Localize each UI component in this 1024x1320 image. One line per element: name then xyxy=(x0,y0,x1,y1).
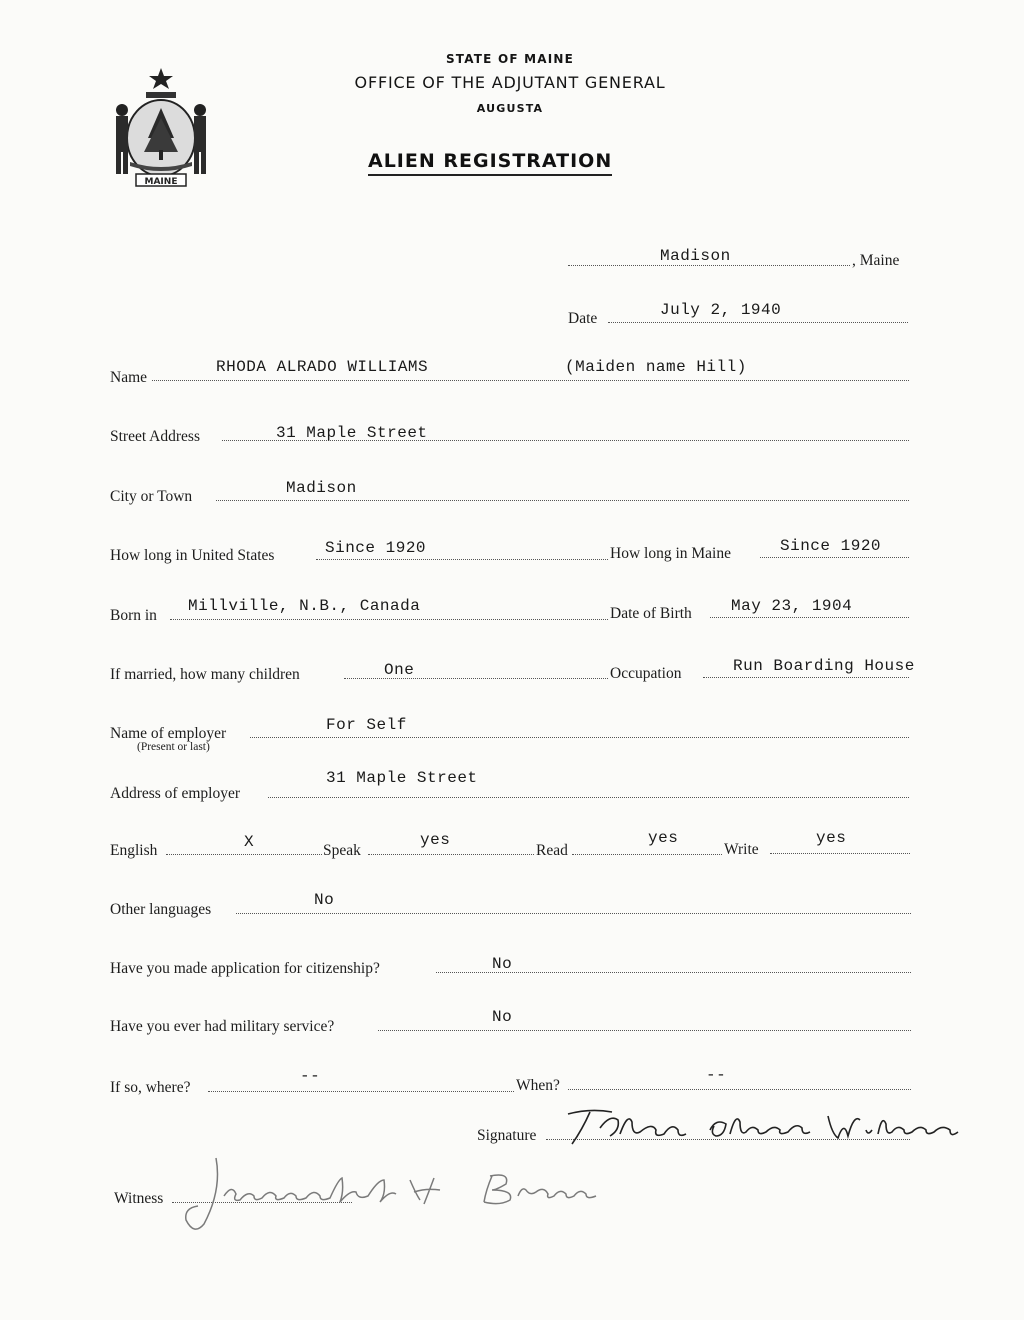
citizenship-label: Have you made application for citizenship? xyxy=(110,960,380,977)
how-long-maine-line xyxy=(760,557,909,558)
english-value: X xyxy=(244,833,255,851)
born-in-value: Millville, N.B., Canada xyxy=(188,597,421,615)
how-long-us-label: How long in United States xyxy=(110,547,275,564)
write-label: Write xyxy=(724,841,759,858)
employer-address-label: Address of employer xyxy=(110,785,240,802)
born-in-line xyxy=(170,619,608,620)
form-title: ALIEN REGISTRATION xyxy=(368,150,612,176)
witness-label: Witness xyxy=(114,1190,164,1207)
military-line xyxy=(378,1030,911,1031)
maiden-name-value: (Maiden name Hill) xyxy=(565,358,747,376)
signature-label: Signature xyxy=(477,1127,537,1144)
speak-label: Speak xyxy=(323,842,361,859)
military-value: No xyxy=(492,1008,513,1026)
city-heading: AUGUSTA xyxy=(476,102,544,115)
when-value: -- xyxy=(706,1066,727,1084)
location-line xyxy=(568,265,850,266)
employer-label: Name of employer xyxy=(110,725,227,742)
name-line xyxy=(152,380,909,381)
employer-address-value: 31 Maple Street xyxy=(326,769,478,787)
date-value: July 2, 1940 xyxy=(660,301,782,319)
office-heading: OFFICE OF THE ADJUTANT GENERAL xyxy=(354,73,666,92)
employer-value: For Self xyxy=(326,716,407,734)
where-line xyxy=(208,1091,514,1092)
occupation-value: Run Boarding House xyxy=(733,657,915,675)
born-in-label: Born in xyxy=(110,607,157,624)
employer-address-line xyxy=(268,797,909,798)
children-label: If married, how many children xyxy=(110,666,300,683)
where-label: If so, where? xyxy=(110,1079,191,1096)
read-label: Read xyxy=(536,842,568,859)
employer-sublabel: (Present or last) xyxy=(137,741,210,753)
street-value: 31 Maple Street xyxy=(276,424,428,442)
how-long-maine-label: How long in Maine xyxy=(610,545,731,562)
dob-value: May 23, 1904 xyxy=(731,597,853,615)
svg-text:MAINE: MAINE xyxy=(144,177,178,187)
dob-line xyxy=(710,617,909,618)
applicant-signature xyxy=(560,1100,970,1152)
witness-signature xyxy=(174,1150,614,1240)
write-value: yes xyxy=(816,829,847,847)
when-line xyxy=(568,1089,911,1090)
other-languages-line xyxy=(236,913,911,914)
how-long-us-line xyxy=(316,559,608,560)
read-line xyxy=(572,854,722,855)
name-label: Name xyxy=(110,369,148,386)
english-line xyxy=(166,854,322,855)
other-languages-label: Other languages xyxy=(110,901,212,918)
when-label: When? xyxy=(516,1077,560,1094)
english-label: English xyxy=(110,842,158,859)
military-label: Have you ever had military service? xyxy=(110,1018,335,1035)
write-line xyxy=(770,853,910,854)
occupation-line xyxy=(703,677,909,678)
where-value: -- xyxy=(300,1067,321,1085)
state-heading: STATE OF MAINE xyxy=(445,52,575,66)
speak-line xyxy=(368,854,534,855)
location-value: Madison xyxy=(660,247,731,265)
occupation-label: Occupation xyxy=(610,665,682,682)
other-languages-value: No xyxy=(314,891,335,909)
read-value: yes xyxy=(648,829,679,847)
how-long-us-value: Since 1920 xyxy=(325,539,427,557)
street-label: Street Address xyxy=(110,428,200,445)
employer-line xyxy=(250,737,909,738)
children-value: One xyxy=(384,661,415,679)
dob-label: Date of Birth xyxy=(610,605,692,622)
speak-value: yes xyxy=(420,831,451,849)
city-label: City or Town xyxy=(110,488,193,505)
how-long-maine-value: Since 1920 xyxy=(780,537,882,555)
city-value: Madison xyxy=(286,479,357,497)
date-line xyxy=(608,322,908,323)
location-suffix: , Maine xyxy=(852,252,900,269)
date-label: Date xyxy=(568,310,598,327)
name-value: RHODA ALRADO WILLIAMS xyxy=(216,358,429,376)
city-line xyxy=(216,500,909,501)
citizenship-value: No xyxy=(492,955,513,973)
